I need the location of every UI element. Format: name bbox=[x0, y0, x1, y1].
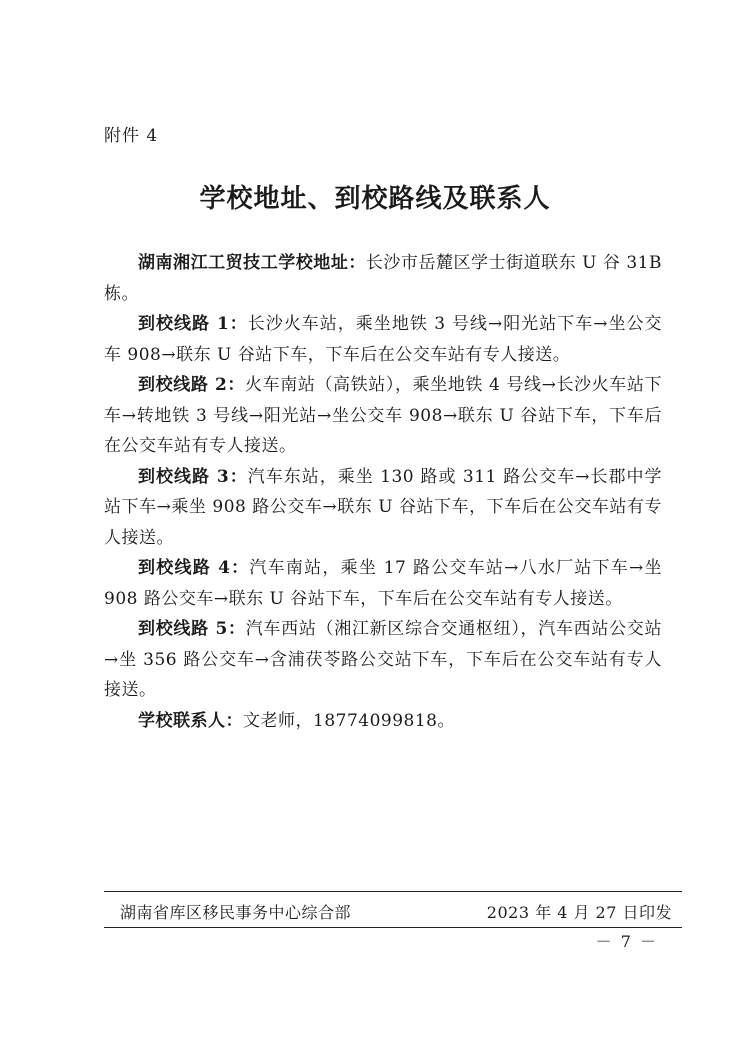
route-paragraph-1 bbox=[104, 309, 662, 370]
route-paragraph-3 bbox=[104, 462, 662, 554]
route-label-4: 到校线路 4： bbox=[138, 558, 250, 578]
document-body bbox=[104, 248, 662, 736]
route-paragraph-2 bbox=[104, 370, 662, 462]
route-label-2: 到校线路 2： bbox=[138, 375, 246, 395]
school-address-paragraph bbox=[104, 248, 662, 309]
school-address-text: 长沙市岳麓区学士街道联东 U 谷 31B 栋。 bbox=[104, 253, 662, 304]
route-text-5: 汽车西站（湘江新区综合交通枢纽），汽车西站公交站→坐 356 路公交车→含浦茯苓路公交站下车，下车后在公交车站有专人接送。 bbox=[104, 619, 663, 700]
footer-bottom-rule bbox=[104, 927, 682, 928]
route-text-1: 长沙火车站，乘坐地铁 3 号线→阳光站下车→坐公交车 908→联东 U 谷站下车，下车后在公交车站有专人接送。 bbox=[104, 314, 662, 365]
document-title: 学校地址、到校路线及联系人 bbox=[199, 184, 551, 214]
route-label-5: 到校线路 5： bbox=[138, 619, 246, 639]
page-number: － 7 － bbox=[595, 932, 658, 951]
route-label-1: 到校线路 1： bbox=[138, 314, 248, 334]
footer-issuer: 湖南省库区移民事务中心综合部 bbox=[120, 903, 352, 922]
route-text-2: 火车南站（高铁站），乘坐地铁 4 号线→长沙火车站下车→转地铁 3 号线→阳光站→坐公交车 908→联东 U 谷站下车，下车后在公交车站有专人接送。 bbox=[104, 375, 662, 456]
route-label-3: 到校线路 3： bbox=[138, 466, 248, 487]
contact-label: 学校联系人： bbox=[138, 710, 243, 731]
footer-top-rule bbox=[104, 891, 682, 892]
route-paragraph-5 bbox=[104, 614, 662, 706]
attachment-label: 附件 4 bbox=[104, 126, 159, 146]
footer-date: 2023 年 4 月 27 日印发 bbox=[486, 903, 672, 922]
route-paragraph-4 bbox=[104, 553, 662, 614]
route-text-4: 汽车南站，乘坐 17 路公交车站→八水厂站下车→坐 908 路公交车→联东 U 谷站下车，下车后在公交车站有专人接送。 bbox=[104, 558, 663, 609]
contact-text: 文老师，18774099818。 bbox=[243, 710, 455, 731]
route-text-3: 汽车东站，乘坐 130 路或 311 路公交车→长郡中学站下车→乘坐 908 路公交车→联东 U 谷站下车，下车后在公交车站有专人接送。 bbox=[104, 466, 662, 548]
contact-paragraph bbox=[104, 706, 662, 737]
school-address-label: 湖南湘江工贸技工学校地址： bbox=[138, 253, 366, 273]
